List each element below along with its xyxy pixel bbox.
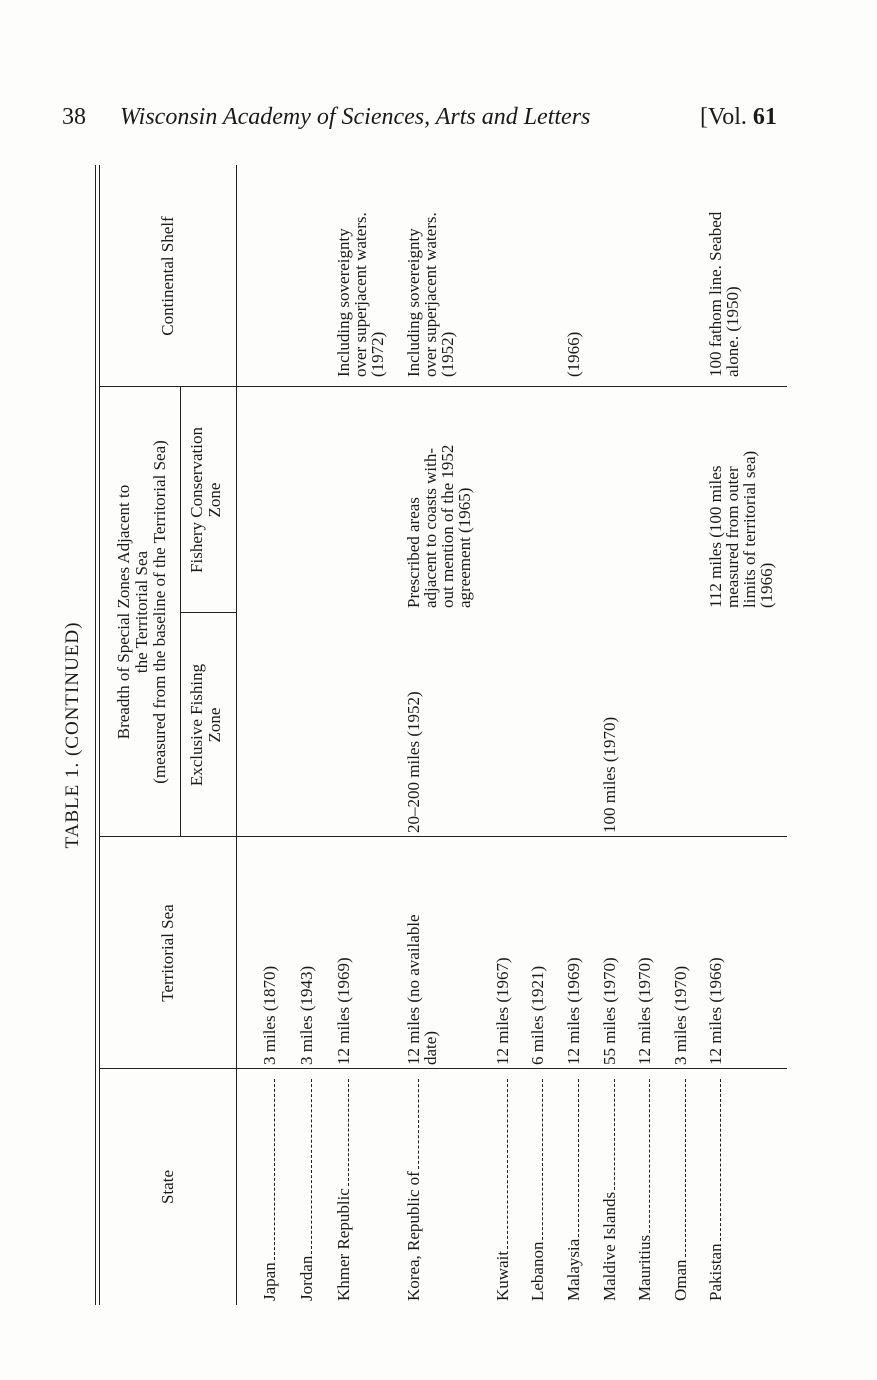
state-name: Jordan: [297, 1255, 316, 1301]
territorial-sea-cell: 55 miles (1970): [600, 957, 619, 1065]
continental-shelf-cell: (1966): [564, 331, 583, 377]
exclusive-fishing-header-line2: Zone: [205, 707, 224, 743]
top-double-rule-2: [99, 165, 100, 1305]
state-cell: [565, 1075, 582, 1301]
continental-shelf-cell-line: 100 fathom line. Seabed: [706, 211, 725, 377]
state-name: Lebanon: [528, 1241, 547, 1301]
dot-leader: [685, 1079, 686, 1257]
top-double-rule: [95, 165, 96, 1305]
exclusive-fishing-cell: 20–200 miles (1952): [404, 691, 423, 833]
table-caption: [62, 600, 84, 870]
continental-shelf-cell-line: (1972): [368, 331, 387, 377]
volume-number: 61: [752, 104, 777, 130]
journal-title: Wisconsin Academy of Sciences, Arts and Letters: [120, 104, 591, 130]
dot-leader: [720, 1079, 721, 1241]
territorial-sea-cell: 3 miles (1943): [297, 965, 316, 1065]
volume-label: [700, 104, 777, 131]
special-zones-header-line1: Breadth of Special Zones Adjacent to: [114, 484, 133, 740]
dot-leader: [274, 1079, 275, 1260]
state-cell: [636, 1075, 653, 1301]
continental-shelf-cell-line: Including sovereignty: [404, 228, 423, 377]
exclusive-fishing-header-line1: Exclusive Fishing: [187, 663, 206, 787]
state-cell: [529, 1075, 546, 1301]
state-name: Pakistan: [706, 1243, 725, 1301]
special-zones-header-line2: the Territorial Sea: [132, 550, 151, 674]
fishery-conservation-cell-line: adjacent to coasts with-: [421, 447, 440, 608]
special-zones-header-line3: (measured from the baseline of the Territorial Sea): [150, 440, 169, 784]
territorial-sea-cell: 3 miles (1970): [671, 965, 690, 1065]
fishery-conservation-cell-line: Prescribed areas: [404, 497, 423, 608]
territorial-sea-cell: 12 miles (1967): [493, 957, 512, 1065]
territorial-sea-cell-line: 12 miles (no available: [404, 914, 423, 1065]
continental-shelf-cell-line: Including sovereignty: [334, 228, 353, 377]
state-name: Kuwait: [493, 1250, 512, 1301]
continental-shelf-cell-line: over superjacent waters.: [421, 212, 440, 377]
dot-leader: [418, 1079, 419, 1169]
territorial-sea-cell: 12 miles (1969): [334, 957, 353, 1065]
fishery-conservation-header-line2: Zone: [205, 482, 224, 518]
state-name: Maldive Islands: [600, 1191, 619, 1301]
fishery-conservation-cell-line: limits of territorial sea): [740, 450, 759, 608]
state-name: Japan: [260, 1262, 279, 1301]
dot-leader: [348, 1079, 349, 1186]
state-header: State: [158, 1170, 177, 1204]
continental-shelf-cell-line: (1952): [438, 331, 457, 377]
state-cell: [298, 1075, 315, 1301]
state-cell: [405, 1075, 422, 1301]
page-number: 38: [62, 104, 86, 130]
dot-leader: [507, 1079, 508, 1249]
continental-shelf-cell-line: alone. (1950): [723, 286, 742, 377]
fishery-conservation-cell-line: 112 miles (100 miles: [706, 465, 725, 608]
territorial-sea-cell: 6 miles (1921): [528, 965, 547, 1065]
table-caption-text: TABLE 1. (CONTINUED): [62, 621, 83, 849]
exclusive-fishing-cell: 100 miles (1970): [600, 716, 619, 833]
fishery-conservation-cell-line: (1966): [757, 562, 776, 608]
territorial-sea-cell: 12 miles (1966): [706, 957, 725, 1065]
state-col-divider: [99, 1068, 787, 1069]
continental-shelf-cell-line: over superjacent waters.: [351, 212, 370, 377]
dot-leader: [614, 1079, 615, 1190]
state-name: Khmer Republic: [334, 1188, 353, 1301]
territorial-sea-cell: 12 miles (1970): [635, 957, 654, 1065]
territorial-sea-cell: 12 miles (1969): [564, 957, 583, 1065]
state-name: Korea, Republic of: [404, 1171, 423, 1301]
fishery-conservation-cell-line: measured from outer: [723, 466, 742, 608]
territorial-sea-header: Territorial Sea: [158, 904, 177, 1002]
state-name: Mauritius: [635, 1234, 654, 1301]
state-cell: [261, 1075, 278, 1301]
fishery-conservation-cell-line: agreement (1965): [455, 487, 474, 608]
dot-leader: [649, 1079, 650, 1233]
territorial-sea-cell: 3 miles (1870): [260, 965, 279, 1065]
territorial-sea-cell-line: date): [421, 1031, 440, 1065]
dot-leader: [542, 1079, 543, 1240]
state-cell: [707, 1075, 724, 1301]
fishery-conservation-header-line1: Fishery Conservation: [187, 427, 206, 573]
data-table: [95, 165, 787, 1305]
dot-leader: [578, 1079, 579, 1237]
state-cell: [494, 1075, 511, 1301]
state-cell: [672, 1075, 689, 1301]
header-bottom-rule: [236, 165, 237, 1305]
state-name: Oman: [671, 1259, 690, 1301]
volume-prefix: [Vol.: [700, 104, 747, 130]
state-cell: [335, 1075, 352, 1301]
dot-leader: [311, 1079, 312, 1254]
continental-shelf-header: Continental Shelf: [158, 216, 177, 336]
state-cell: [601, 1075, 618, 1301]
fishery-conservation-cell-line: out mention of the 1952: [438, 444, 457, 608]
state-name: Malaysia: [564, 1238, 583, 1301]
